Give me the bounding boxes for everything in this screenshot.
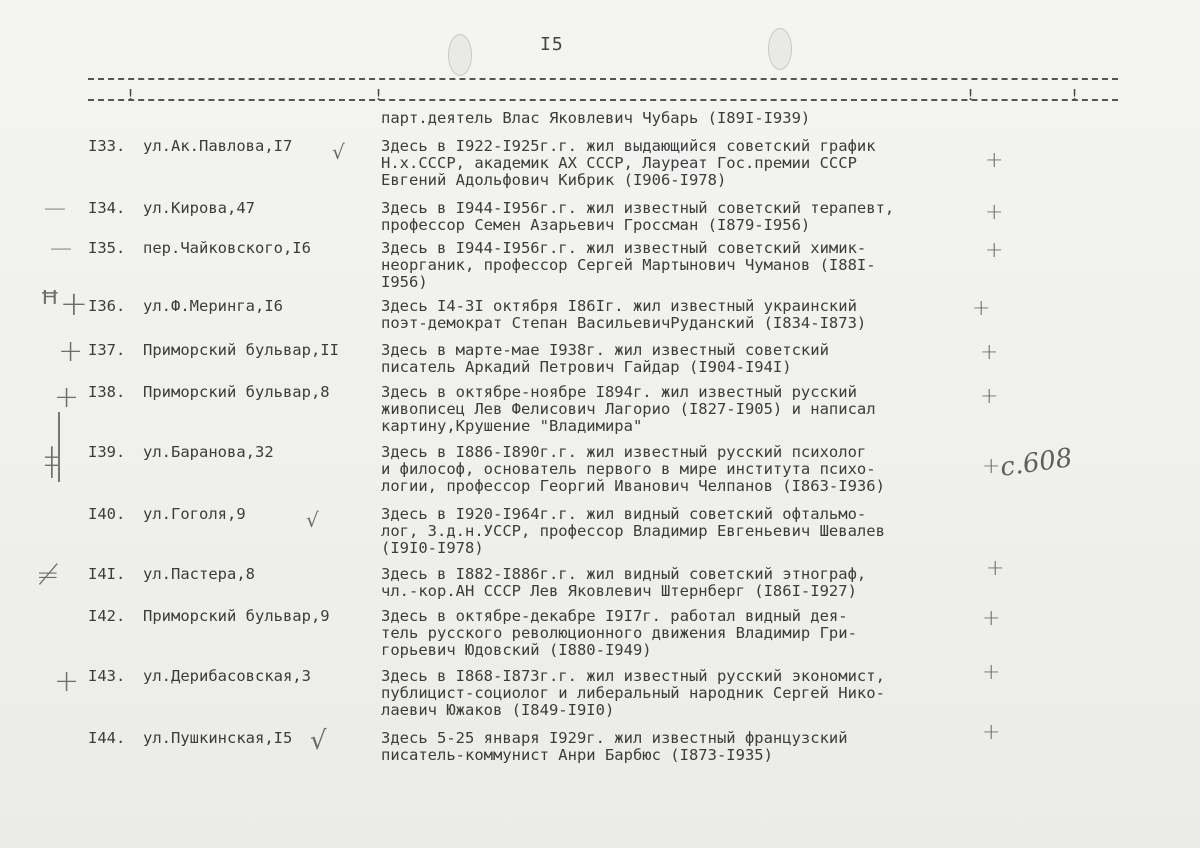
entry-description <box>381 342 981 376</box>
entry-number: I34. <box>88 199 126 217</box>
entry-description <box>381 138 981 189</box>
description-line: Здесь в марте-мае I938г. жил известный советский <box>381 341 829 359</box>
description-line: Здесь в I944-I956г.г. жил известный советский терапевт, <box>381 199 895 217</box>
pencil-plus-mark: + <box>980 384 999 409</box>
description-line: I956) <box>381 273 428 291</box>
description-line: логии, профессор Георгий Иванович Челпанов (I863-I936) <box>381 477 885 495</box>
description-line: писатель Аркадий Петрович Гайдар (I904-I94I) <box>381 358 792 376</box>
pencil-plus-mark: + <box>985 148 1004 173</box>
description-line: Здесь в I868-I873г.г. жил известный русский экономист, <box>381 667 885 685</box>
pencil-scribble-mark: ǂ <box>44 440 60 480</box>
pencil-plus-mark: + <box>58 334 84 369</box>
pencil-dash-mark: — <box>50 236 72 261</box>
description-line: горьевич Юдовский (I880-I949) <box>381 641 652 659</box>
description-line: Здесь в октябре-декабре I9I7г. работал видный дея- <box>381 607 848 625</box>
pencil-plus-mark: + <box>985 200 1004 225</box>
column-mark-3: ! <box>966 86 976 104</box>
column-mark-4: ! <box>1070 86 1080 104</box>
description-line: Н.х.СССР, академик АХ СССР, Лауреат Гос.премии СССР <box>381 154 857 172</box>
description-line: Здесь 5-25 января I929г. жил известный французский <box>381 729 848 747</box>
entry-number: I39. <box>88 443 126 461</box>
pencil-plus-mark: + <box>982 454 1001 479</box>
entry-description <box>381 384 981 435</box>
pencil-plus-mark: + <box>54 664 80 699</box>
pencil-scribble-mark: ꟸ+ <box>40 284 89 324</box>
punch-hole-left <box>448 34 472 76</box>
pencil-check-mark: √ <box>306 508 319 532</box>
description-line: писатель-коммунист Анри Барбюс (I873-I935) <box>381 746 773 764</box>
continuation-text: парт.деятель Влас Яковлевич Чубарь (I89I-I939) <box>381 109 811 127</box>
description-line: Здесь в октябре-ноябре I894г. жил известный русский <box>381 383 857 401</box>
description-line: Евгений Адольфович Кибрик (I906-I978) <box>381 171 727 189</box>
pencil-plus-mark: + <box>982 606 1001 631</box>
entry-description <box>381 668 981 719</box>
entry-address: ул.Дерибасовская,3 <box>143 667 311 685</box>
description-line: Здесь в I944-I956г.г. жил известный советский химик- <box>381 239 867 257</box>
entry-description <box>381 298 981 332</box>
description-line: публицист-социолог и либеральный народник Сергей Нико- <box>381 684 885 702</box>
entry-number: I42. <box>88 607 126 625</box>
description-line: чл.-кор.АН СССР Лев Яковлевич Штернберг (I86I-I927) <box>381 582 857 600</box>
handwritten-note: с.608 <box>998 443 1075 483</box>
entry-description <box>381 200 981 234</box>
description-line: картину,Крушение "Владимира" <box>381 417 643 435</box>
entry-address: ул.Ак.Павлова,I7 <box>143 137 293 155</box>
column-mark-1: ! <box>126 86 136 104</box>
entry-number: I35. <box>88 239 126 257</box>
entry-description <box>381 240 981 291</box>
entry-description <box>381 566 981 600</box>
description-line: Здесь I4-3I октября I86Iг. жил известный украинский <box>381 297 857 315</box>
entry-number: I38. <box>88 383 126 401</box>
entry-address: ул.Ф.Меринга,I6 <box>143 297 283 315</box>
header-dash-line-1 <box>88 78 1118 80</box>
pencil-plus-mark: + <box>982 660 1001 685</box>
entry-number: I37. <box>88 341 126 359</box>
entry-address: ул.Пастера,8 <box>143 565 255 583</box>
description-line: и философ, основатель первого в мире института психо- <box>381 460 876 478</box>
column-mark-2: ! <box>374 86 384 104</box>
entry-description <box>381 730 981 764</box>
pencil-plus-mark: + <box>985 238 1004 263</box>
pencil-dash-mark: — <box>44 196 66 221</box>
pencil-plus-mark: + <box>986 556 1005 581</box>
description-line: лаевич Южаков (I849-I9I0) <box>381 701 615 719</box>
entry-description <box>381 506 981 557</box>
page-number: I5 <box>540 34 564 55</box>
entry-address: ул.Кирова,47 <box>143 199 255 217</box>
pencil-plus-mark: + <box>972 296 991 321</box>
description-line: Здесь в I922-I925г.г. жил выдающийся советский график <box>381 137 876 155</box>
description-line: Здесь в I886-I890г.г. жил известный русский психолог <box>381 443 867 461</box>
entry-address: Приморский бульвар,9 <box>143 607 330 625</box>
entry-address: ул.Баранова,32 <box>143 443 274 461</box>
description-line: поэт-демократ Степан ВасильевичРуданский (I834-I873) <box>381 314 867 332</box>
entry-number: I36. <box>88 297 126 315</box>
entry-number: I44. <box>88 729 126 747</box>
pencil-check-mark: √ <box>332 140 345 164</box>
description-line: (I9I0-I978) <box>381 539 484 557</box>
entry-address: ул.Гоголя,9 <box>143 505 246 523</box>
entry-address: Приморский бульвар,8 <box>143 383 330 401</box>
pencil-plus-mark: + <box>982 720 1001 745</box>
entry-description <box>381 608 981 659</box>
pencil-plus-mark: + <box>54 380 80 415</box>
entry-address: ул.Пушкинская,I5 <box>143 729 293 747</box>
pencil-check-mark: √ <box>310 726 327 756</box>
description-line: профессор Семен Азарьевич Гроссман (I879-I956) <box>381 216 811 234</box>
entry-description <box>381 444 981 495</box>
description-line: живописец Лев Фелисович Лагорио (I827-I905) и написал <box>381 400 876 418</box>
entry-number: I4I. <box>88 565 126 583</box>
entry-address: Приморский бульвар,II <box>143 341 339 359</box>
description-line: лог, З.д.н.УССР, профессор Владимир Евгеньевич Шевалев <box>381 522 885 540</box>
description-line: Здесь в I882-I886г.г. жил видный советский этнограф, <box>381 565 867 583</box>
description-line: тель русского революционного движения Владимир Гри- <box>381 624 857 642</box>
description-line: Здесь в I920-I964г.г. жил видный советский офтальмо- <box>381 505 867 523</box>
pencil-plus-mark: + <box>980 340 999 365</box>
entry-address: пер.Чайковского,I6 <box>143 239 311 257</box>
pencil-scribble-mark: ≠ <box>36 558 60 591</box>
entry-number: I43. <box>88 667 126 685</box>
header-dash-line-2 <box>88 99 1118 101</box>
pencil-margin-line <box>58 412 60 482</box>
entry-number: I40. <box>88 505 126 523</box>
punch-hole-right <box>768 28 792 70</box>
entry-number: I33. <box>88 137 126 155</box>
description-line: неорганик, профессор Сергей Мартынович Чуманов (I88I- <box>381 256 876 274</box>
